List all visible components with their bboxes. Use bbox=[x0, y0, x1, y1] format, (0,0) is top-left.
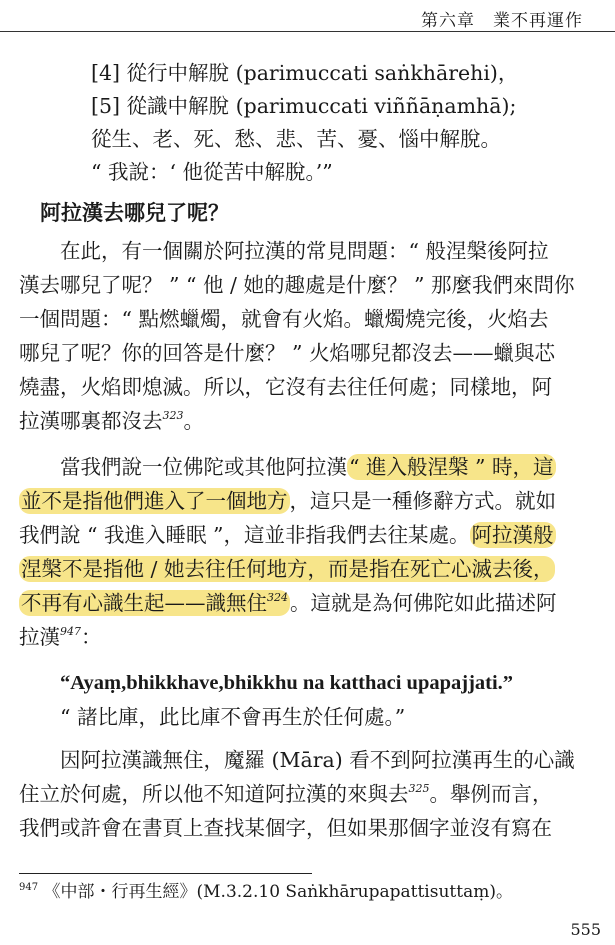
quote-line-3: 從生、老、死、愁、悲、苦、憂、惱中解脫。 bbox=[91, 127, 501, 151]
highlight-1: “ 進入般涅槃 ” 時，這 bbox=[349, 455, 554, 479]
footnote-ref-947[interactable]: 947 bbox=[60, 625, 81, 638]
para2-line-6 bbox=[19, 622, 102, 652]
quote-line-2: [5] 從識中解脫 (parimuccati viññāṇamhā); bbox=[91, 94, 517, 118]
para1-line-6 bbox=[19, 406, 204, 436]
para2-line-2 bbox=[19, 486, 556, 516]
para2-line-1-text: 當我們說一位佛陀或其他阿拉漢 bbox=[60, 455, 347, 479]
footnote-number: 947 bbox=[19, 882, 39, 893]
para2-line-6-text: 拉漢 bbox=[19, 625, 60, 649]
para1-line-3: 一個問題：“ 點燃蠟燭，就會有火焰。蠟燭燒完後，火焰去 bbox=[19, 307, 549, 331]
para3-line-2 bbox=[19, 779, 553, 809]
para1-line-6-end: 。 bbox=[183, 409, 204, 433]
para2-line-1 bbox=[60, 452, 556, 482]
highlight-3: 阿拉漢般 bbox=[471, 523, 554, 547]
header-rule bbox=[0, 31, 615, 32]
para1-line-5: 燒盡，火焰即熄滅。所以，它沒有去往任何處；同樣地，阿 bbox=[19, 375, 552, 399]
quote-line-4: “ 我說：‘ 他從苦中解脫。’” bbox=[91, 160, 333, 184]
para2-line-3 bbox=[19, 520, 556, 550]
para2-line-6-end: ： bbox=[81, 625, 102, 649]
para3-line-1: 因阿拉漢識無住，魔羅 (Māra) 看不到阿拉漢再生的心識 bbox=[60, 748, 575, 772]
footnote bbox=[19, 877, 513, 902]
section-heading: 阿拉漢去哪兒了呢？ bbox=[40, 201, 229, 225]
pali-translation: “ 諸比庫，此比庫不會再生於任何處。” bbox=[60, 705, 406, 729]
para1-line-2: 漢去哪兒了呢？ ” “ 他 / 她的趣處是什麼？ ” 那麼我們來問你 bbox=[19, 273, 575, 297]
para3-line-2-end: 。舉例而言， bbox=[429, 782, 553, 806]
para1-line-4: 哪兒了呢？你的回答是什麼？ ” 火焰哪兒都沒去——蠟與芯 bbox=[19, 341, 556, 365]
para3-line-2-text: 住立於何處，所以他不知道阿拉漢的來與去 bbox=[19, 782, 409, 806]
para2-line-5 bbox=[19, 588, 557, 618]
para2-line-3-text: 我們說 “ 我進入睡眠 ”，這並非指我們去往某處。 bbox=[19, 523, 470, 547]
highlight-5 bbox=[19, 590, 290, 616]
footnote-rule bbox=[19, 873, 312, 874]
pali-quote: “Ayaṃ,bhikkhave,bhikkhu na katthaci upapajjati.” bbox=[60, 672, 514, 694]
footnote-ref-324[interactable]: 324 bbox=[267, 591, 288, 604]
highlight-4: 涅槃不是指他 / 她去往任何地方，而是指在死亡心滅去後， bbox=[21, 557, 554, 581]
highlight-5-text: 不再有心識生起——識無住 bbox=[21, 591, 267, 615]
footnote-text: 《中部・行再生經》(M.3.2.10 Saṅkhārupapattisuttaṃ)。 bbox=[43, 882, 513, 902]
highlight-2: 並不是指他們進入了一個地方 bbox=[21, 489, 288, 513]
quote-line-1: [4] 從行中解脫 (parimuccati saṅkhārehi)， bbox=[91, 61, 519, 85]
chapter-title: 第六章 業不再運作 bbox=[421, 11, 583, 31]
para3-line-3: 我們或許會在書頁上查找某個字，但如果那個字並沒有寫在 bbox=[19, 816, 552, 840]
para1-line-1: 在此，有一個關於阿拉漢的常見問題：“ 般涅槃後阿拉 bbox=[60, 239, 549, 263]
para2-line-4 bbox=[19, 554, 555, 584]
footnote-ref-325[interactable]: 325 bbox=[408, 782, 430, 795]
para2-line-2-text: ，這只是一種修辭方式。就如 bbox=[289, 489, 556, 513]
footnote-ref-323[interactable]: 323 bbox=[162, 409, 184, 422]
para2-line-5-text: 。這就是為何佛陀如此描述阿 bbox=[290, 591, 557, 615]
para1-line-6-text: 拉漢哪裏都沒去 bbox=[19, 409, 163, 433]
page-number: 555 bbox=[570, 920, 601, 939]
running-header bbox=[0, 0, 615, 34]
